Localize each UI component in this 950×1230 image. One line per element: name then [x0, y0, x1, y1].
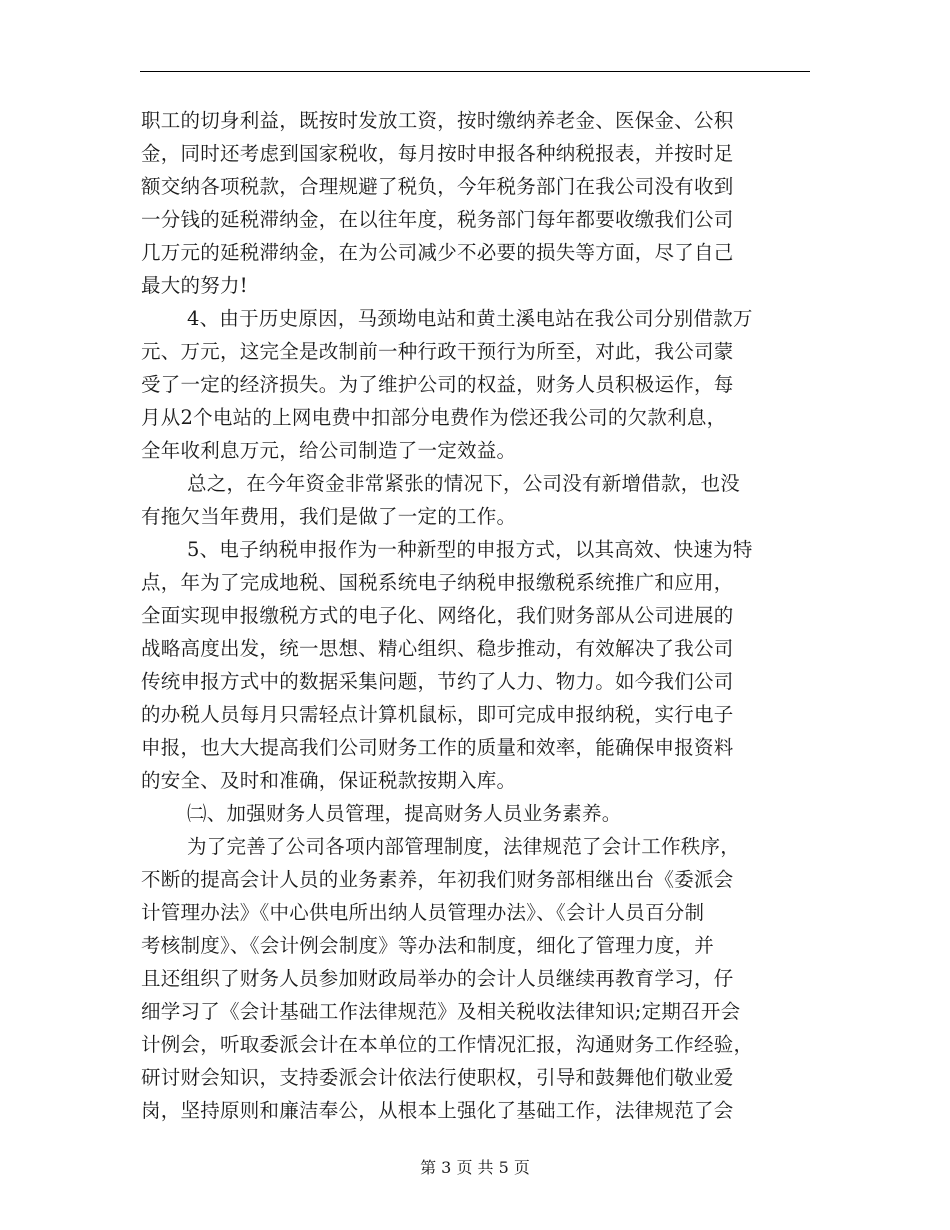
paragraph-start-line: 总之，在今年资金非常紧张的情况下，公司没有新增借款，也没	[187, 472, 741, 495]
text-line: 考核制度》、《会计例会制度》等办法和制度，细化了管理力度，并	[141, 934, 715, 957]
text-line: 全面实现申报缴税方式的电子化、网络化，我们财务部从公司进展的	[141, 604, 734, 627]
header-rule	[140, 71, 810, 72]
text-line: 的安全、及时和准确，保证税款按期入库。	[141, 769, 517, 792]
text-line: 的办税人员每月只需轻点计算机鼠标，即可完成申报纳税，实行电子	[141, 703, 734, 726]
text-line: 受了一定的经济损失。为了维护公司的权益，财务人员积极运作，每	[141, 373, 734, 396]
paragraph-start-line: 4、由于历史原因，马颈坳电站和黄土溪电站在我公司分别借款万	[187, 307, 753, 330]
text-line: 计管理办法》《中心供电所出纳人员管理办法》、《会计人员百分制	[141, 901, 705, 924]
text-line: 岗，坚持原则和廉洁奉公，从根本上强化了基础工作，法律规范了会	[141, 1099, 734, 1122]
text-line: 细学习了《会计基础工作法律规范》及相关税收法律知识;定期召开会	[141, 1000, 741, 1023]
text-line: 且还组织了财务人员参加财政局举办的会计人员继续再教育学习，仔	[141, 967, 734, 990]
text-line: 几万元的延税滞纳金，在为公司减少不必要的损失等方面，尽了自己	[141, 241, 734, 264]
page-number: 第 3 页 共 5 页	[420, 1158, 530, 1177]
text-line: 最大的努力!	[141, 274, 248, 297]
text-line: 元、万元，这完全是改制前一种行政干预行为所至，对此，我公司蒙	[141, 340, 734, 363]
text-line: 研讨财会知识，支持委派会计依法行使职权，引导和鼓舞他们敬业爱	[141, 1066, 734, 1089]
text-line: 传统申报方式中的数据采集问题，节约了人力、物力。如今我们公司	[141, 670, 734, 693]
text-line: 金，同时还考虑到国家税收，每月按时申报各种纳税报表，并按时足	[141, 142, 734, 165]
text-line: 一分钱的延税滞纳金，在以往年度，税务部门每年都要收缴我们公司	[141, 208, 734, 231]
text-line: 战略高度出发，统一思想、精心组织、稳步推动，有效解决了我公司	[141, 637, 734, 660]
paragraph-start-line: 为了完善了公司各项内部管理制度，法律规范了会计工作秩序，	[187, 835, 741, 858]
text-line: 计例会，听取委派会计在本单位的工作情况汇报，沟通财务工作经验，	[141, 1033, 754, 1056]
document-body	[141, 104, 813, 1127]
text-line: 不断的提高会计人员的业务素养，年初我们财务部相继出台《委派会	[141, 868, 734, 891]
text-line: 月从2个电站的上网电费中扣部分电费作为偿还我公司的欠款利息，	[141, 406, 727, 429]
text-line: 申报，也大大提高我们公司财务工作的质量和效率，能确保申报资料	[141, 736, 734, 759]
text-line: 职工的切身利益，既按时发放工资，按时缴纳养老金、医保金、公积	[141, 109, 734, 132]
paragraph-start-line: 5、电子纳税申报作为一种新型的申报方式，以其高效、快速为特	[187, 538, 753, 561]
text-line: 点，年为了完成地税、国税系统电子纳税申报缴税系统推广和应用，	[141, 571, 734, 594]
section-heading: ㈡、加强财务人员管理，提高财务人员业务素养。	[187, 802, 622, 825]
text-line: 全年收利息万元，给公司制造了一定效益。	[141, 439, 517, 462]
text-line: 有拖欠当年费用，我们是做了一定的工作。	[141, 505, 517, 528]
text-line: 额交纳各项税款，合理规避了税负，今年税务部门在我公司没有收到	[141, 175, 734, 198]
